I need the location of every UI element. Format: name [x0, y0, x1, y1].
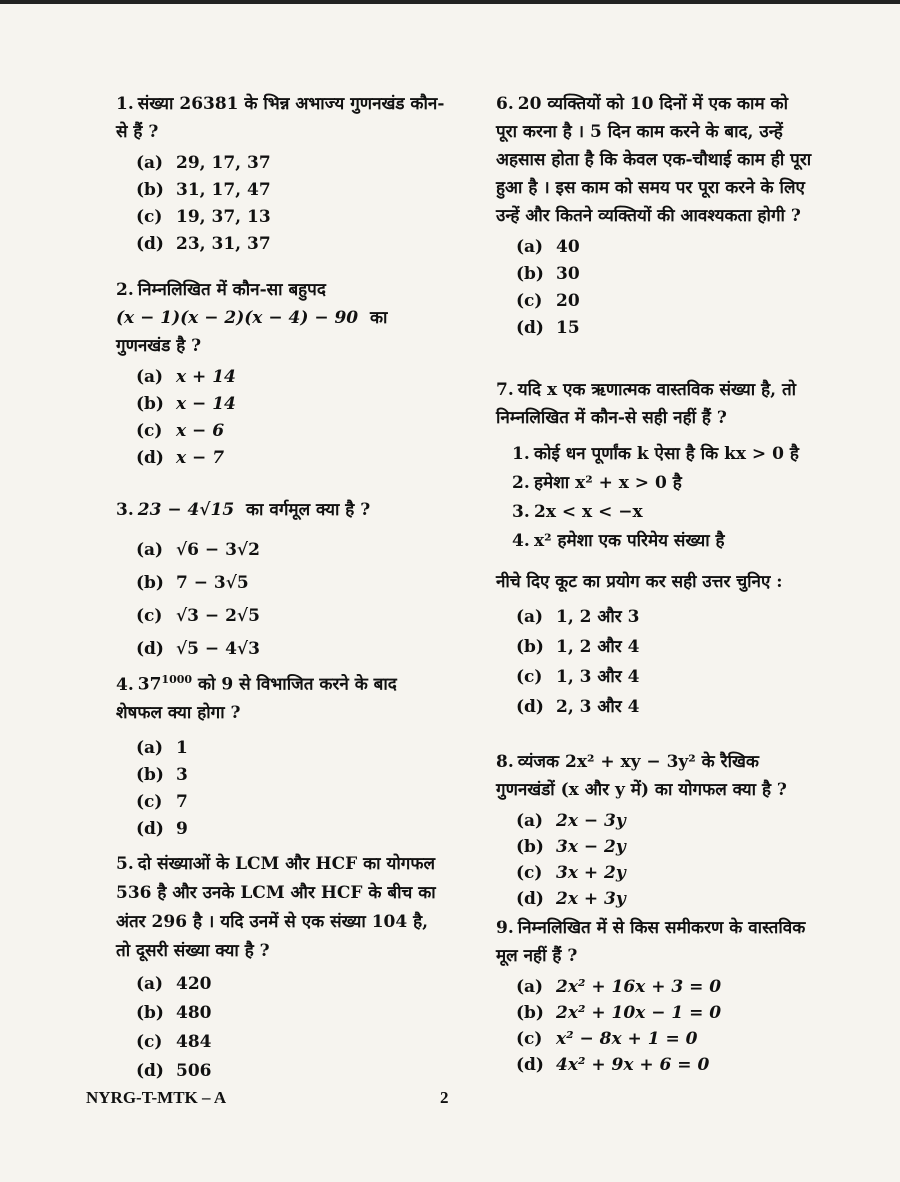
question-text: निम्नलिखित में कौन-सा बहुपद [137, 280, 326, 300]
option-c[interactable] [136, 204, 446, 231]
question-3 [116, 496, 446, 666]
option-value: 2x² + 16x + 3 = 0 [556, 977, 722, 997]
option-c[interactable] [516, 288, 814, 315]
option-value: 1, 2 और 3 [556, 607, 640, 627]
option-value: 2x − 3y [556, 811, 626, 831]
option-value: 7 [176, 791, 188, 812]
power-exponent: 1000 [161, 673, 193, 686]
question-text-continued: का गुणनखंड है ? [116, 308, 388, 356]
question-text: का वर्गमूल क्या है ? [246, 500, 371, 520]
option-a[interactable] [136, 970, 446, 999]
options-list [516, 808, 814, 912]
option-label: (d) [136, 1061, 164, 1081]
options-list [136, 150, 446, 258]
option-label: (b) [516, 264, 544, 284]
option-label: (a) [516, 811, 544, 831]
question-number: 5. [116, 854, 134, 874]
question-number: 6. [496, 94, 514, 114]
option-d[interactable] [136, 816, 446, 843]
options-list [516, 602, 814, 722]
option-value: 31, 17, 47 [176, 180, 271, 200]
question-number: 9. [496, 918, 514, 938]
option-label: (a) [516, 237, 544, 257]
option-b[interactable] [136, 999, 446, 1028]
option-b[interactable] [516, 261, 814, 288]
question-1 [116, 90, 446, 258]
option-label: (a) [136, 367, 164, 387]
option-label: (b) [516, 837, 544, 857]
question-8 [496, 748, 814, 912]
question-5 [116, 850, 446, 1086]
option-d[interactable] [516, 315, 814, 342]
question-number: 8. [496, 752, 514, 772]
question-number: 4. [116, 674, 134, 695]
question-text: निम्नलिखित में से किस समीकरण के वास्तविक मूल नहीं हैं ? [496, 918, 806, 966]
option-label: (a) [136, 737, 164, 758]
option-value: 3 [176, 764, 188, 785]
option-a[interactable] [516, 602, 814, 632]
option-value: 2x + 3y [556, 889, 626, 909]
statement-number: 4. [512, 531, 530, 551]
option-label: (b) [516, 1003, 544, 1023]
question-number: 7. [496, 380, 514, 400]
option-label: (d) [136, 818, 164, 839]
option-value: 9 [176, 818, 188, 839]
option-value: 4x² + 9x + 6 = 0 [556, 1055, 710, 1075]
option-label: (c) [136, 1032, 163, 1052]
statements-list [512, 440, 814, 556]
option-d[interactable] [516, 692, 814, 722]
option-label: (d) [136, 639, 164, 659]
statement-3 [512, 498, 814, 527]
question-number: 2. [116, 280, 134, 300]
option-label: (d) [516, 1055, 544, 1075]
statement-number: 2. [512, 473, 530, 493]
option-value: √6 − 3√2 [176, 540, 260, 560]
option-b[interactable] [516, 632, 814, 662]
option-value: 29, 17, 37 [176, 153, 271, 173]
option-value: x − 7 [176, 448, 225, 468]
power-base: 37 [137, 674, 162, 695]
option-label: (d) [516, 697, 544, 717]
option-value: 2, 3 और 4 [556, 697, 640, 717]
option-d[interactable] [136, 445, 446, 472]
option-label: (a) [516, 977, 544, 997]
option-value: x² − 8x + 1 = 0 [556, 1029, 698, 1049]
option-value: x + 14 [176, 367, 236, 387]
polynomial-expression: (x − 1)(x − 2)(x − 4) − 90 [116, 308, 359, 328]
question-text: व्यंजक 2x² + xy − 3y² के रैखिक गुणनखंडों (x और y में) का योगफल क्या है ? [496, 752, 787, 800]
statement-number: 3. [512, 502, 530, 522]
option-d[interactable] [516, 1052, 814, 1078]
option-d[interactable] [516, 886, 814, 912]
options-list [136, 970, 446, 1086]
option-value: 480 [176, 1003, 212, 1023]
option-label: (d) [136, 234, 164, 254]
statement-2 [512, 469, 814, 498]
option-label: (c) [136, 791, 163, 812]
option-value: 19, 37, 13 [176, 207, 271, 227]
options-list [136, 364, 446, 472]
options-list [136, 534, 446, 666]
option-value: 3x − 2y [556, 837, 626, 857]
option-d[interactable] [136, 633, 446, 666]
option-label: (a) [136, 540, 164, 560]
option-value: 40 [556, 237, 580, 257]
option-a[interactable] [516, 808, 814, 834]
option-label: (c) [516, 1029, 543, 1049]
option-value: 484 [176, 1032, 212, 1052]
question-2 [116, 276, 446, 472]
option-c[interactable] [136, 789, 446, 816]
option-value: 2x² + 10x − 1 = 0 [556, 1003, 722, 1023]
option-value: 3x + 2y [556, 863, 626, 883]
question-6 [496, 90, 814, 342]
statement-1 [512, 440, 814, 469]
option-label: (b) [136, 573, 164, 593]
option-label: (c) [136, 606, 163, 626]
statement-4 [512, 527, 814, 556]
option-b[interactable] [136, 567, 446, 600]
option-value: 1 [176, 737, 188, 758]
option-a[interactable] [516, 234, 814, 261]
option-value: 1, 3 और 4 [556, 667, 640, 687]
option-value: 420 [176, 974, 212, 994]
option-b[interactable] [516, 1000, 814, 1026]
option-value: √5 − 4√3 [176, 639, 260, 659]
option-c[interactable] [136, 418, 446, 445]
statement-text: x² हमेशा एक परिमेय संख्या है [534, 531, 725, 551]
option-d[interactable] [136, 1057, 446, 1086]
option-label: (b) [516, 637, 544, 657]
question-text: को 9 से विभाजित करने के बाद शेषफल क्या होगा ? [116, 674, 397, 723]
question-text: यदि x एक ऋणात्मक वास्तविक संख्या है, तो निम्नलिखित में कौन-से सही नहीं हैं ? [496, 380, 797, 428]
option-label: (b) [136, 180, 164, 200]
statement-number: 1. [512, 444, 530, 464]
option-label: (a) [136, 153, 164, 173]
option-value: x − 14 [176, 394, 236, 414]
option-d[interactable] [136, 231, 446, 258]
option-label: (c) [516, 667, 543, 687]
option-a[interactable] [516, 974, 814, 1000]
question-text: संख्या 26381 के भिन्न अभाज्य गुणनखंड कौन-से हैं ? [116, 94, 445, 142]
question-7 [496, 376, 814, 722]
question-9 [496, 914, 814, 1078]
question-4 [116, 666, 446, 843]
option-value: √3 − 2√5 [176, 606, 260, 626]
paper-code: NYRG-T-MTK – A [86, 1088, 227, 1107]
option-label: (a) [516, 607, 544, 627]
option-b[interactable] [516, 834, 814, 860]
option-label: (c) [516, 291, 543, 311]
option-value: 23, 31, 37 [176, 234, 271, 254]
option-c[interactable] [516, 662, 814, 692]
page-number: 2 [440, 1088, 449, 1107]
options-list [516, 974, 814, 1078]
radical-expression: 23 − 4√15 [137, 500, 235, 520]
option-label: (c) [136, 207, 163, 227]
option-label: (c) [136, 421, 163, 441]
option-a[interactable] [136, 534, 446, 567]
option-value: x − 6 [176, 421, 225, 441]
option-value: 1, 2 और 4 [556, 637, 640, 657]
option-a[interactable] [136, 735, 446, 762]
statement-text: कोई धन पूर्णांक k ऐसा है कि kx > 0 है [534, 444, 799, 464]
option-c[interactable] [516, 860, 814, 886]
option-label: (b) [136, 1003, 164, 1023]
option-label: (d) [516, 889, 544, 909]
option-c[interactable] [516, 1026, 814, 1052]
statement-text: 2x < x < −x [534, 502, 643, 522]
statement-text: हमेशा x² + x > 0 है [534, 473, 682, 493]
option-c[interactable] [136, 1028, 446, 1057]
options-list [516, 234, 814, 342]
question-number: 1. [116, 94, 134, 114]
instruction-text: नीचे दिए कूट का प्रयोग कर सही उत्तर चुनिए : [496, 572, 783, 592]
option-value: 30 [556, 264, 580, 284]
option-value: 7 − 3√5 [176, 573, 249, 593]
option-label: (a) [136, 974, 164, 994]
option-a[interactable] [136, 150, 446, 177]
question-number: 3. [116, 500, 134, 520]
option-a[interactable] [136, 364, 446, 391]
option-label: (b) [136, 394, 164, 414]
option-b[interactable] [136, 177, 446, 204]
option-value: 20 [556, 291, 580, 311]
option-c[interactable] [136, 600, 446, 633]
question-text: दो संख्याओं के LCM और HCF का योगफल 536 है और उनके LCM और HCF के बीच का अंतर 296 है । यदि उनमें से एक संख्या 104 है, तो दूसरी संख्या क्या है ? [116, 854, 436, 961]
option-value: 15 [556, 318, 580, 338]
option-b[interactable] [136, 391, 446, 418]
option-label: (d) [136, 448, 164, 468]
option-value: 506 [176, 1061, 212, 1081]
option-label: (c) [516, 863, 543, 883]
options-list [136, 735, 446, 843]
option-label: (b) [136, 764, 164, 785]
option-label: (d) [516, 318, 544, 338]
question-text: 20 व्यक्तियों को 10 दिनों में एक काम को पूरा करना है । 5 दिन काम करने के बाद, उन्हें अहसास होता है कि केवल एक-चौथाई काम ही पूरा हुआ है । इस काम को समय पर पूरा करने के लिए उन्हें और कितने व्यक्तियों की आवश्यकता होगी ? [496, 94, 812, 226]
option-b[interactable] [136, 762, 446, 789]
